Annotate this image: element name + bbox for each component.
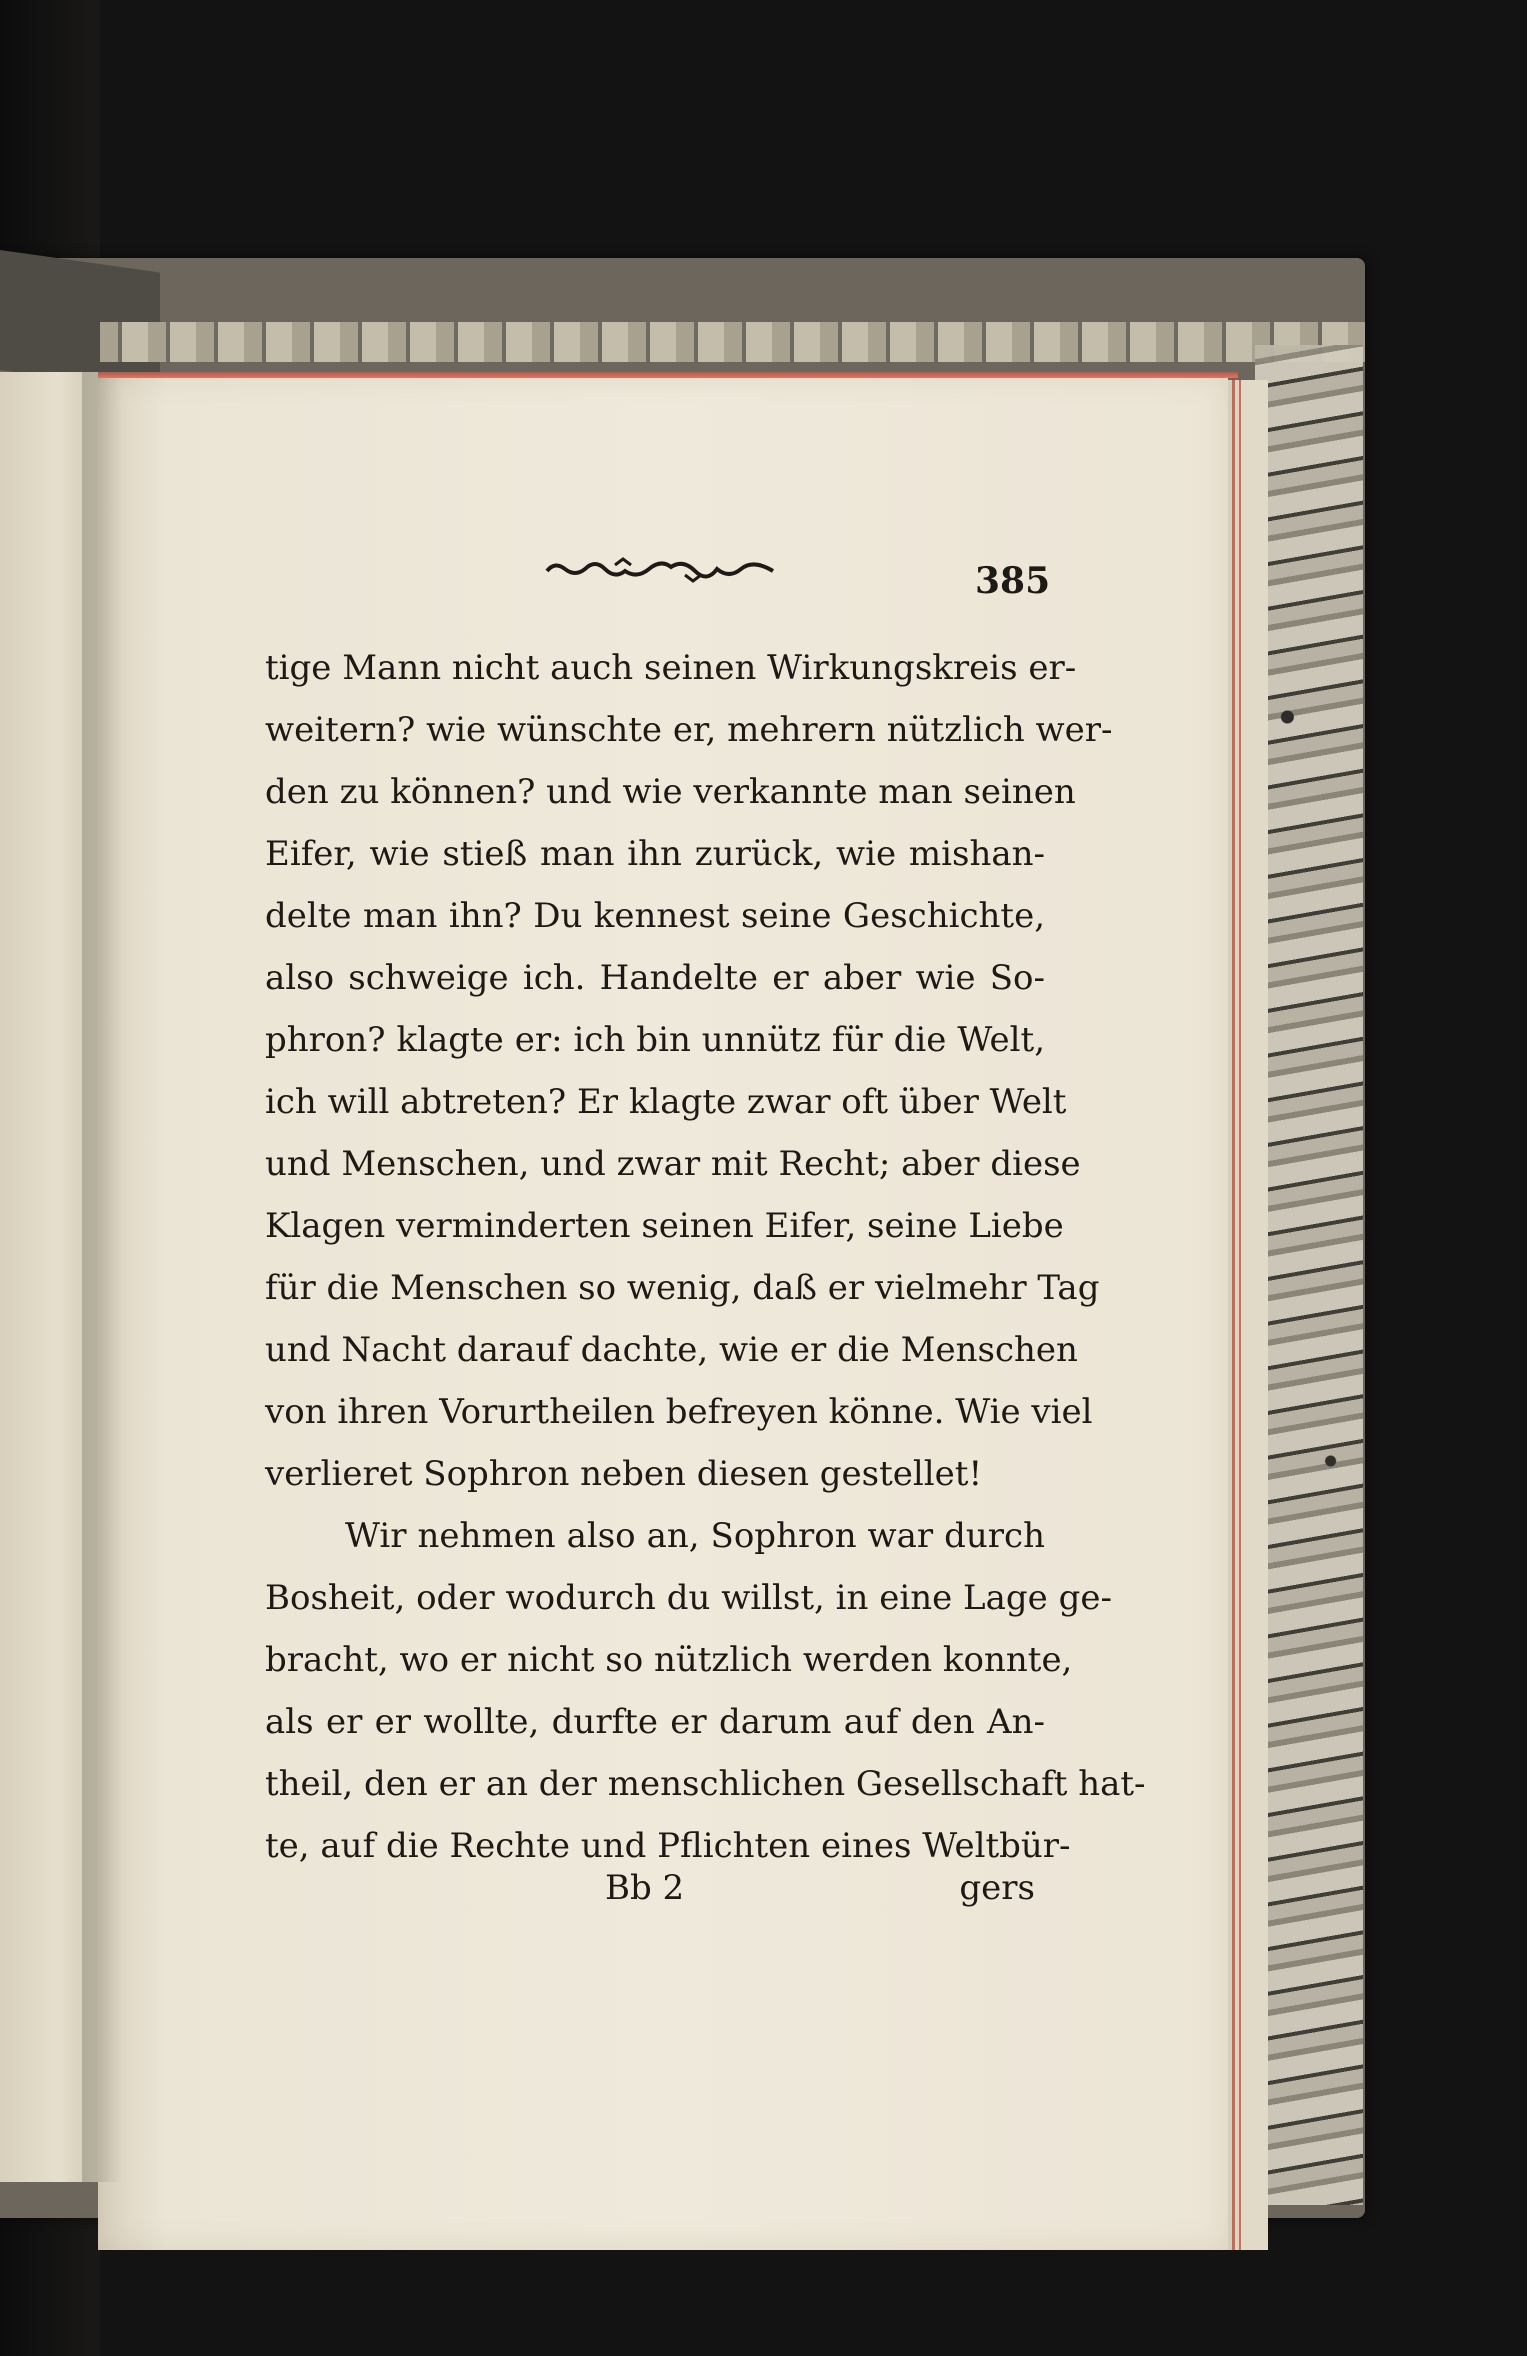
text-line: Wir nehmen also an, Sophron war durch (345, 1516, 1045, 1556)
text-line: von ihren Vorurtheilen befreyen könne. Wie viel (265, 1392, 1093, 1432)
signature-mark: Bb 2 (605, 1868, 685, 1908)
text-line: und Menschen, und zwar mit Recht; aber diese (265, 1144, 1081, 1184)
text-line: theil, den er an der menschlichen Gesellschaft hat- (265, 1764, 1146, 1804)
text-line: tige Mann nicht auch seinen Wirkungskreis er- (265, 648, 1077, 688)
page-number: 385 (975, 560, 1051, 602)
page-top-edge (98, 372, 1238, 378)
text-line: Klagen verminderten seinen Eifer, seine Liebe (265, 1206, 1064, 1246)
text-line: ich will abtreten? Er klagte zwar oft über Welt (265, 1082, 1067, 1122)
text-line: als er er wollte, durfte er darum auf den An- (265, 1702, 1045, 1742)
text-line: Eifer, wie stieß man ihn zurück, wie mishan- (265, 834, 1045, 874)
spine-shadow (82, 372, 122, 2182)
page-body-text (265, 637, 1146, 1877)
text-line: delte man ihn? Du kennest seine Geschichte, (265, 896, 1045, 936)
marbled-cover-edge (1255, 345, 1363, 2205)
text-line: te, auf die Rechte und Pflichten eines Weltbür- (265, 1826, 1071, 1866)
ornament-icon (545, 557, 775, 583)
text-line: für die Menschen so wenig, daß er vielmehr Tag (265, 1268, 1100, 1308)
text-line: und Nacht darauf dachte, wie er die Menschen (265, 1330, 1078, 1370)
catchword: gers (959, 1868, 1035, 1908)
text-line: Bosheit, oder wodurch du willst, in eine Lage ge- (265, 1578, 1112, 1618)
book-top-edge (100, 322, 1365, 362)
text-line: verlieret Sophron neben diesen gestellet! (265, 1454, 983, 1494)
page-stack-edges (1228, 380, 1268, 2250)
text-line: weitern? wie wünschte er, mehrern nützlich wer- (265, 710, 1113, 750)
text-line: bracht, wo er nicht so nützlich werden konnte, (265, 1640, 1073, 1680)
text-line: phron? klagte er: ich bin unnütz für die Welt, (265, 1020, 1045, 1060)
page-footer (265, 1868, 1035, 1918)
text-line: also schweige ich. Handelte er aber wie So- (265, 958, 1045, 998)
text-line: den zu können? und wie verkannte man seinen (265, 772, 1076, 812)
